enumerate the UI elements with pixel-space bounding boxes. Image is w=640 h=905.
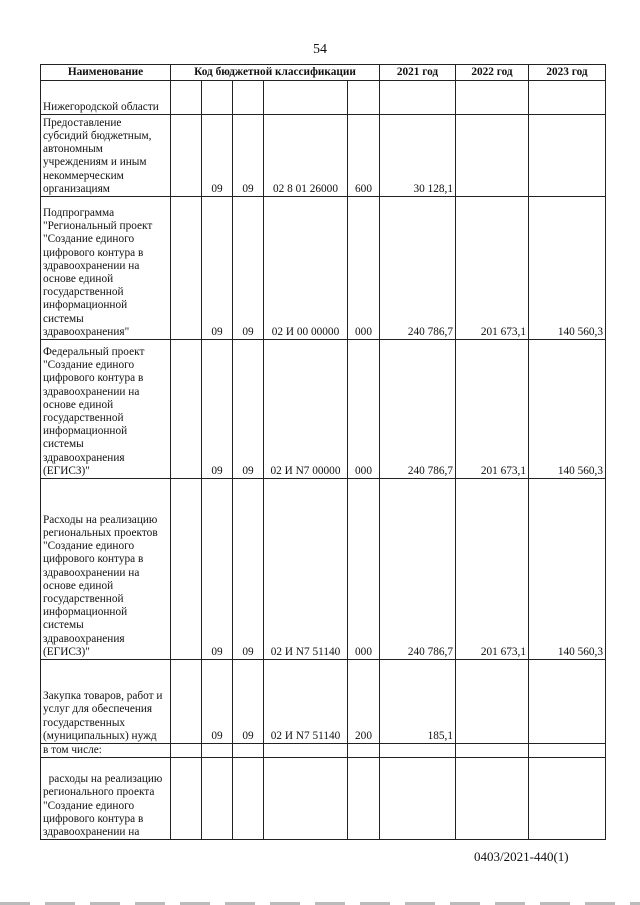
header-2023: 2023 год	[529, 65, 606, 81]
table-row	[41, 479, 606, 660]
row-value-2021: 240 786,7	[380, 340, 456, 479]
row-name: Предоставление субсидий бюджетным, автономным учреждениям и иным некоммерческим организациям	[41, 115, 171, 197]
row-code-subsection: 09	[233, 340, 264, 479]
row-value-2022: 201 673,1	[456, 197, 529, 340]
row-value-2021: 30 128,1	[380, 115, 456, 197]
row-value-2023	[529, 115, 606, 197]
row-code-subsection	[233, 744, 264, 758]
row-value-2022	[456, 758, 529, 840]
row-code-1	[171, 340, 202, 479]
row-value-2023	[529, 660, 606, 744]
row-code-type: 600	[348, 115, 380, 197]
row-code-section: 09	[202, 479, 233, 660]
row-code-1	[171, 81, 202, 115]
row-code-section	[202, 81, 233, 115]
table-row	[41, 340, 606, 479]
row-code-subsection: 09	[233, 660, 264, 744]
row-code-target: 02 И N7 00000	[264, 340, 348, 479]
row-code-type: 000	[348, 340, 380, 479]
row-code-section	[202, 744, 233, 758]
row-code-target	[264, 81, 348, 115]
header-2022: 2022 год	[456, 65, 529, 81]
row-code-1	[171, 660, 202, 744]
budget-table	[40, 64, 606, 840]
table-row	[41, 660, 606, 744]
row-value-2023	[529, 758, 606, 840]
row-name: Расходы на реализацию региональных проектов "Создание единого цифрового контура в здравоохранении на основе единой государственной информационной системы здравоохранения (ЕГИСЗ)"	[41, 479, 171, 660]
row-value-2022	[456, 81, 529, 115]
row-code-1	[171, 758, 202, 840]
row-value-2023	[529, 81, 606, 115]
row-code-target: 02 И 00 00000	[264, 197, 348, 340]
row-code-target: 02 8 01 26000	[264, 115, 348, 197]
row-code-1	[171, 744, 202, 758]
row-name: Закупка товаров, работ и услуг для обеспечения государственных (муниципальных) нужд	[41, 660, 171, 744]
row-name: Подпрограмма "Региональный проект "Создание единого цифрового контура в здравоохранении на основе единой государственной информационной системы здравоохранения"	[41, 197, 171, 340]
row-value-2021: 240 786,7	[380, 197, 456, 340]
row-code-target: 02 И N7 51140	[264, 479, 348, 660]
row-code-target	[264, 758, 348, 840]
table-row	[41, 115, 606, 197]
row-value-2021: 240 786,7	[380, 479, 456, 660]
table-row	[41, 758, 606, 840]
row-name: расходы на реализацию регионального проекта "Создание единого цифрового контура в здравоохранении на	[41, 758, 171, 840]
row-code-1	[171, 115, 202, 197]
row-code-type: 000	[348, 479, 380, 660]
row-code-type	[348, 81, 380, 115]
table-header-row	[41, 65, 606, 81]
row-value-2021: 185,1	[380, 660, 456, 744]
row-value-2023: 140 560,3	[529, 197, 606, 340]
row-code-section: 09	[202, 660, 233, 744]
table-row	[41, 744, 606, 758]
row-code-section: 09	[202, 197, 233, 340]
row-code-1	[171, 479, 202, 660]
row-code-section: 09	[202, 115, 233, 197]
row-code-type	[348, 758, 380, 840]
header-2021: 2021 год	[380, 65, 456, 81]
row-code-target: 02 И N7 51140	[264, 660, 348, 744]
header-name: Наименование	[41, 65, 171, 81]
row-value-2023: 140 560,3	[529, 479, 606, 660]
row-value-2022	[456, 744, 529, 758]
row-code-type: 200	[348, 660, 380, 744]
row-code-section: 09	[202, 340, 233, 479]
row-value-2022: 201 673,1	[456, 479, 529, 660]
row-code-subsection: 09	[233, 197, 264, 340]
row-code-subsection: 09	[233, 479, 264, 660]
row-code-subsection	[233, 758, 264, 840]
row-value-2023: 140 560,3	[529, 340, 606, 479]
row-code-target	[264, 744, 348, 758]
page-number: 54	[313, 42, 327, 57]
document-code: 0403/2021-440(1)	[474, 849, 569, 864]
row-name: Нижегородской области	[41, 81, 171, 115]
row-value-2021	[380, 81, 456, 115]
row-value-2021	[380, 758, 456, 840]
row-name: Федеральный проект "Создание единого цифрового контура в здравоохранении на основе единой государственной информационной системы здравоохранения (ЕГИСЗ)"	[41, 340, 171, 479]
row-code-type	[348, 744, 380, 758]
row-code-subsection: 09	[233, 115, 264, 197]
row-value-2021	[380, 744, 456, 758]
row-code-section	[202, 758, 233, 840]
row-value-2022	[456, 660, 529, 744]
row-code-1	[171, 197, 202, 340]
header-code: Код бюджетной классификации	[171, 65, 380, 81]
table-row	[41, 197, 606, 340]
row-name: в том числе:	[41, 744, 171, 758]
row-code-type: 000	[348, 197, 380, 340]
row-value-2022: 201 673,1	[456, 340, 529, 479]
row-code-subsection	[233, 81, 264, 115]
row-value-2022	[456, 115, 529, 197]
row-value-2023	[529, 744, 606, 758]
table-row	[41, 81, 606, 115]
